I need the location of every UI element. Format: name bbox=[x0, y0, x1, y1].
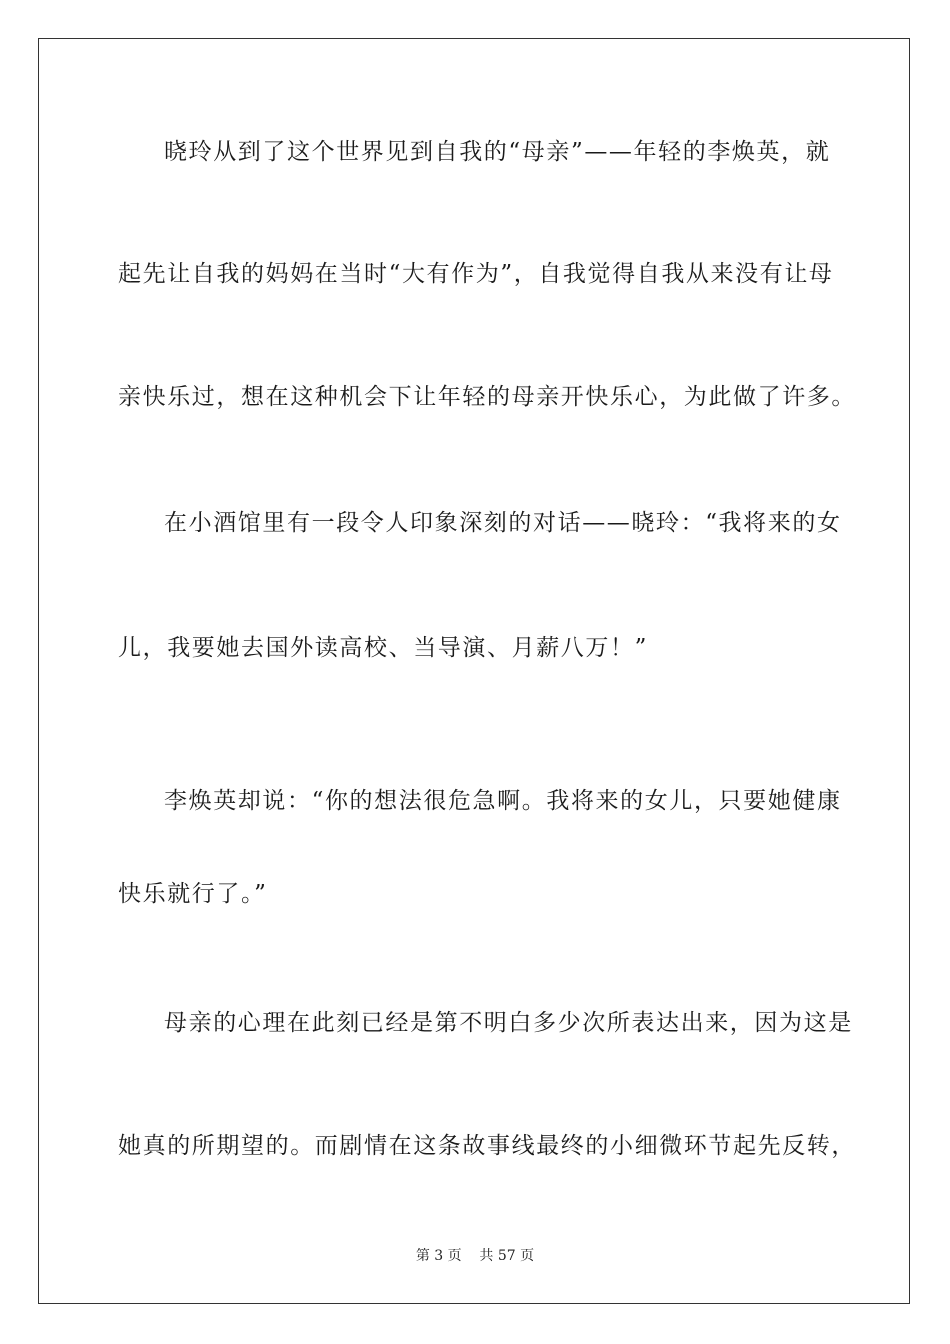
paragraph-line: 儿，我要她去国外读高校、当导演、月薪八万！” bbox=[118, 635, 648, 661]
paragraph-line: 她真的所期望的。而剧情在这条故事线最终的小细微环节起先反转， bbox=[118, 1133, 856, 1159]
paragraph-line: 快乐就行了。” bbox=[118, 881, 268, 907]
paragraph-line: 在小酒馆里有一段令人印象深刻的对话——晓玲：“我将来的女 bbox=[164, 510, 842, 536]
paragraph-line: 母亲的心理在此刻已经是第不明白多少次所表达出来，因为这是 bbox=[164, 1010, 853, 1036]
paragraph-line: 亲快乐过，想在这种机会下让年轻的母亲开快乐心，为此做了许多。 bbox=[118, 384, 856, 410]
paragraph-line: 晓玲从到了这个世界见到自我的“母亲”——年轻的李焕英，就 bbox=[164, 139, 831, 165]
paragraph-line: 李焕英却说：“你的想法很危急啊。我将来的女儿，只要她健康 bbox=[164, 788, 842, 814]
page-number-footer: 第 3 页 共 57 页 bbox=[415, 1248, 535, 1264]
paragraph-line: 起先让自我的妈妈在当时“大有作为”，自我觉得自我从来没有让母 bbox=[118, 261, 834, 287]
page-border bbox=[38, 38, 910, 1304]
